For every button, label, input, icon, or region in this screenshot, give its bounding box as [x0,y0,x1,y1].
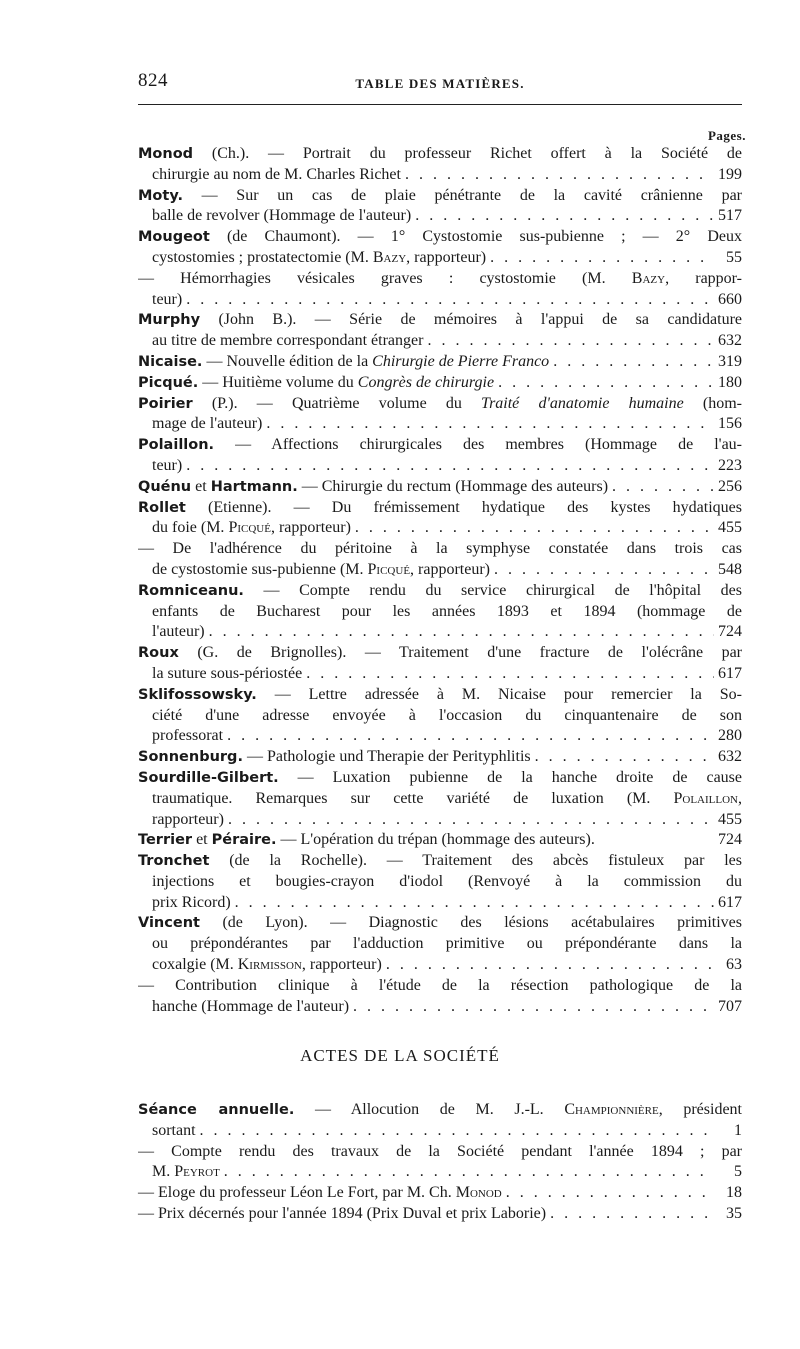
entry-text: — Affections chirurgicales des membres (Hommage de l'au- [214,436,742,454]
dot-leader [549,352,714,373]
book-title: Traité d'anatomie humaine [481,394,684,412]
dot-leader [351,518,714,539]
entry-name: Roux [138,645,179,662]
dot-leader [423,331,714,352]
entry-name: Vincent [138,915,200,932]
entry-name: Sklifossowsky. [138,686,257,703]
entry-text: (de la Rochelle). — Traitement des abcès fistuleux par les [209,852,742,870]
entry-text: injections et bougies-crayon d'iodol (Renvoyé à la commission du [152,872,742,890]
entry-text: (de Lyon). — Diagnostic des lésions acétabulaires primitives [199,914,742,932]
page-ref: 280 [718,727,742,745]
entry-text: , rapporteur) [406,248,487,266]
entry-name: Sourdille-Gilbert. [138,769,279,786]
entry-text: et [192,831,212,849]
page-ref: 517 [718,207,742,225]
entry-name: Terrier [138,832,193,849]
section-title: ACTES DE LA SOCIÉTÉ [300,1046,500,1065]
header-rule [138,104,742,105]
page-header [138,70,742,98]
rapporteur-name: Polaillon [673,789,738,807]
entry-text: mage de l'auteur) [152,415,263,433]
entry-name: Poirier [138,395,193,412]
book-title: Chirurgie de Pierre Franco [372,352,550,370]
page-ref: 724 [718,623,742,641]
rapporteur-name: Picqué [367,560,411,578]
entry-text: — Lettre adressée à M. Nicaise pour remercier la So- [256,685,742,703]
actes-entry-compte-rendu [138,1142,742,1184]
dot-leader [494,373,714,394]
index-entry-rollet [138,498,742,540]
page-ref: 617 [718,664,742,682]
index-entry-sklifossowsky [138,685,742,747]
entry-text: — Pathologie und Therapie der Perityphlitis [242,748,531,766]
entry-text: , rapporteur) [270,519,351,537]
entry-text: — Chirurgie du rectum (Hommage des auteurs) [297,477,609,495]
entry-text: et [191,477,211,495]
entry-text: M. [152,1163,175,1181]
entry-text: — De l'adhérence du péritoine à la symphyse constatée dans trois cas [138,540,742,558]
page-ref: 707 [718,997,742,1015]
pages-column-label: Pages. [707,128,746,143]
entry-text: enfants de Bucharest pour les années 1893 et 1894 (hommage de [152,602,742,620]
actes-entry-prix [138,1204,742,1225]
entry-name: Sonnenburg. [138,749,243,766]
index-entries [138,144,742,1017]
entry-text: , [738,789,742,807]
entry-text: — Nouvelle édition de la [202,352,373,370]
index-entry-terrier [138,830,742,851]
page-ref: 156 [718,415,742,433]
index-entry-polaillon [138,435,742,477]
author-name: Peyrot [174,1163,220,1181]
dot-leader [223,726,714,747]
dot-leader [182,456,714,477]
entry-name: Mougeot [138,229,210,246]
entry-text: de cystostomie sus-pubienne (M. [152,560,368,578]
index-entry-murphy [138,310,742,352]
dot-leader [382,955,714,976]
page-ref: 724 [718,831,742,849]
dot-leader [302,664,714,685]
dot-leader [231,893,714,914]
entry-text: — Hémorrhagies vésicales graves : cystostomie (M. [138,269,632,287]
entry-text: — Compte rendu des travaux de la Société pendant l'année 1894 ; par [138,1142,742,1160]
entry-text: — Prix décernés pour l'année 1894 (Prix Duval et prix Laborie) [138,1204,547,1222]
index-entry-mougeot-2 [138,269,742,311]
entry-name: Péraire. [211,832,277,849]
dot-leader [401,165,714,186]
entry-text: (de Chaumont). — 1° Cystostomie sus-pubienne ; — 2° Deux [209,228,742,246]
dot-leader [262,414,714,435]
index-entry-rollet-2 [138,539,742,581]
index-entry-poirier [138,394,742,436]
dot-leader [502,1183,714,1204]
entry-text: coxalgie (M. [152,956,238,974]
entry-name: Tronchet [138,853,210,870]
entry-name: Polaillon. [138,437,215,454]
page-ref: 223 [718,456,742,474]
index-entry-tronchet [138,851,742,913]
index-entry-vincent-2 [138,976,742,1018]
entry-text: cystostomies ; prostatectomie (M. [152,248,373,266]
entry-text: traumatique. Remarques sur cette variété de luxation (M. [152,789,674,807]
index-entry-vincent [138,913,742,975]
rapporteur-name: Bazy [372,248,407,266]
entry-name: Hartmann. [210,478,298,495]
index-entry-romniceanu [138,581,742,643]
page-ref: 199 [718,165,742,183]
entry-text: (Etienne). — Du frémissement hydatique des kystes hydatiques [185,498,742,516]
author-name: Championnière [564,1101,659,1118]
index-entry-mougeot [138,227,742,269]
page-ref: 319 [718,352,742,370]
page-ref: 455 [718,810,742,828]
index-entry-picque [138,373,742,394]
entry-name: Quénu [138,478,192,495]
entry-text: (P.). — Quatrième volume du [192,394,482,412]
entry-text: — L'opération du trépan (hommage des auteurs). [276,831,595,849]
dot-leader [531,747,714,768]
page-ref: 660 [718,290,742,308]
dot-leader [205,622,714,643]
entry-name: Séance annuelle. [138,1102,295,1118]
dot-leader [220,1162,714,1183]
page-ref: 455 [718,519,742,537]
dot-leader [349,997,714,1018]
entry-text: chirurgie au nom de M. Charles Richet [152,165,401,183]
entry-text: (John B.). — Série de mémoires à l'appui de sa candidature [200,311,742,329]
entry-text: — Eloge du professeur Léon Le Fort, par M. Ch. [138,1184,456,1202]
dot-leader [196,1121,714,1142]
actes-entry-eloge [138,1183,742,1204]
page-ref: 18 [726,1184,742,1202]
dot-leader [546,1204,714,1225]
entry-text: , rapporteur) [301,956,382,974]
dot-leader [490,560,714,581]
entry-text: balle de revolver (Hommage de l'auteur) [152,207,412,225]
entry-name: Rollet [138,499,186,516]
entry-text: ciété d'une adresse envoyée à l'occasion du cinquantenaire de son [152,706,742,724]
entry-text: (hom- [683,394,742,412]
index-entry-nicaise [138,352,742,373]
entry-text: , rappor- [665,269,742,287]
entry-text: teur) [152,290,183,308]
index-entry-sourdille-gilbert [138,768,742,830]
index-entry-sonnenburg [138,747,742,768]
page-ref: 180 [718,373,742,391]
dot-leader [182,290,714,311]
entry-text: — Allocution de M. J.-L. [294,1101,565,1118]
dot-leader [486,248,714,269]
index-entry-moty [138,186,742,228]
author-name: Monod [455,1184,502,1202]
rapporteur-name: Picqué [228,519,271,537]
dot-leader [411,206,714,227]
actes-entries [138,1100,742,1225]
page-ref: 632 [718,748,742,766]
book-title: Congrès de chirurgie [357,373,495,391]
entry-text: prix Ricord) [152,893,231,911]
entry-name: Romniceanu. [138,582,244,599]
entry-text: — Contribution clinique à l'étude de la résection pathologique de la [138,976,742,994]
entry-text: (Ch.). — Portrait du professeur Richet offert à la Société de [193,145,742,162]
running-title: TABLE DES MATIÈRES. [355,76,525,91]
page-number: 824 [138,70,168,91]
entry-text: , rapporteur) [410,560,491,578]
index-entry-roux [138,643,742,685]
actes-entry-seance [138,1100,742,1142]
entry-text: — Huitième volume du [198,373,358,391]
entry-text: au titre de membre correspondant étranger [152,332,424,350]
page-ref: 548 [718,560,742,578]
entry-text: — Sur un cas de plaie pénétrante de la cavité crânienne par [182,186,742,204]
page-ref: 5 [734,1163,742,1181]
page-ref: 632 [718,332,742,350]
entry-name: Picqué. [138,374,199,391]
rapporteur-name: Kirmisson [237,956,302,974]
entry-text: ou prépondérantes par l'adduction primitive ou prépondérante dans la [152,935,742,953]
index-entry-monod [138,144,742,186]
entry-name: Moty. [138,187,183,204]
entry-text: — Luxation pubienne de la hanche droite de cause [278,768,742,786]
entry-name: Monod [138,146,194,162]
dot-leader [224,810,714,831]
entry-text: teur) [152,456,183,474]
entry-name: Nicaise. [138,353,203,370]
page-ref: 55 [726,248,742,266]
entry-text: rapporteur) [152,810,224,828]
entry-text: professorat [152,727,224,745]
entry-text: l'auteur) [152,623,205,641]
entry-name: Murphy [138,312,201,329]
entry-text: sortant [152,1121,196,1139]
entry-text: du foie (M. [152,519,229,537]
page-ref: 63 [726,956,742,974]
dot-leader [608,477,714,498]
entry-text: hanche (Hommage de l'auteur) [152,997,350,1015]
entry-text: la suture sous-périostée [152,664,303,682]
page-ref: 617 [718,893,742,911]
page-ref: 1 [734,1121,742,1139]
page-ref: 256 [718,477,742,495]
entry-text: , président [658,1101,742,1118]
page-ref: 35 [726,1204,742,1222]
rapporteur-name: Bazy [631,269,666,287]
entry-text: — Compte rendu du service chirurgical de l'hôpital des [243,581,742,599]
entry-text: (G. de Brignolles). — Traitement d'une fracture de l'olécrâne par [178,644,742,662]
index-entry-quenu [138,477,742,498]
